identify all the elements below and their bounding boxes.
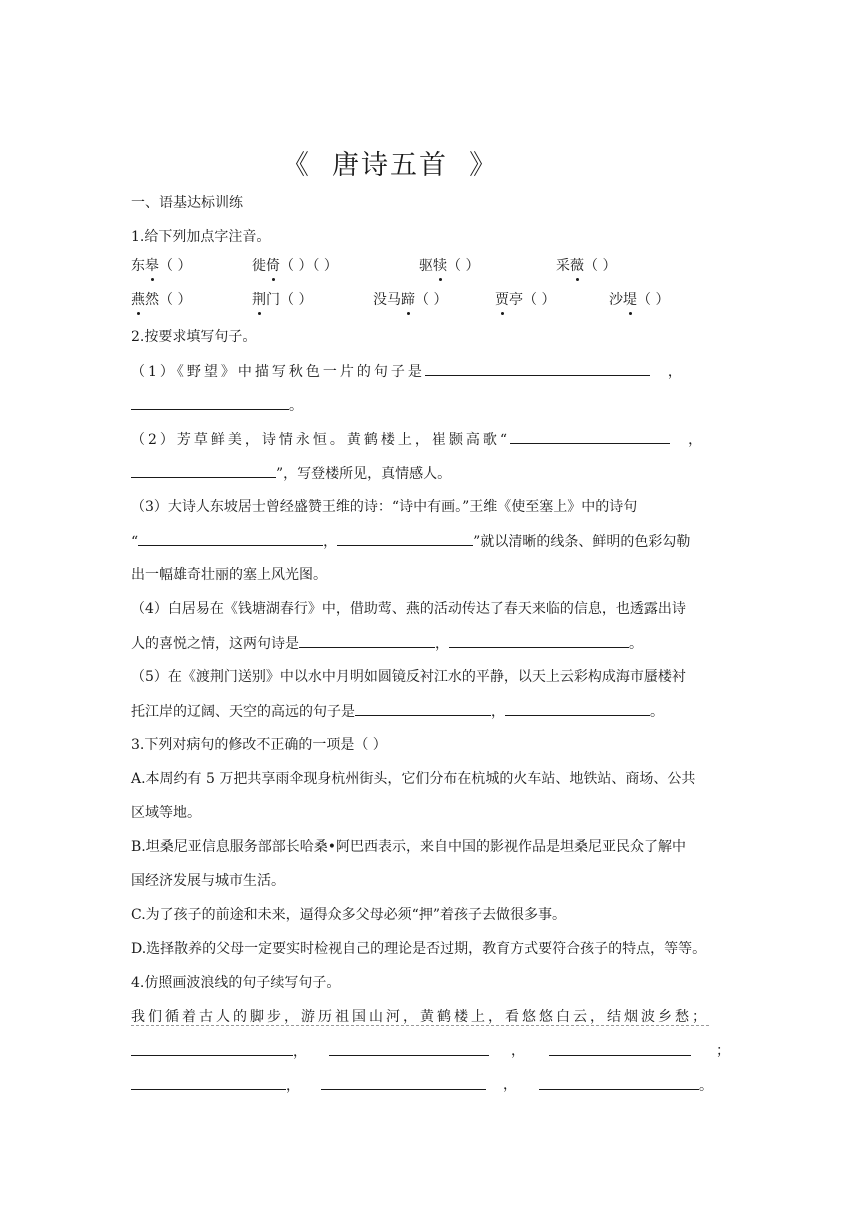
q2-sentence-4: （4）白居易在《钱塘湖春行》中，借助莺、燕的活动传达了春天来临的信息，也透露出诗 [131,601,686,617]
answer-blank[interactable] [299,633,435,648]
q1-row-1 [131,256,771,278]
q2-sentence-3-end: 出一幅雄奇壮丽的塞上风光图。 [131,567,327,583]
q2-prompt: 2.按要求填写句子。 [131,329,257,345]
q2-sentence-3: （3）大诗人东坡居士曾经盛赞王维的诗：“诗中有画。”王维《使至塞上》中的诗句 [131,499,638,515]
answer-blank[interactable] [138,531,323,546]
section-heading: 一、语基达标训练 [131,195,243,211]
q2-sentence-1: （1）《野望》中描写秋色一片的句子是 ， [131,361,721,382]
answer-blank[interactable] [321,1075,486,1090]
q2-sentence-4-cont: 人的喜悦之情，这两句诗是 ， 。 [131,633,731,654]
answer-blank[interactable] [337,531,473,546]
answer-blank[interactable] [355,701,491,716]
q4-blank-row-2: ， ， 。 [131,1075,731,1097]
q2-sentence-3-cont: “ ， ”就以清晰的线条、鲜明的色彩勾勒 [131,531,731,552]
q1-prompt: 1.给下列加点字注音。 [131,229,271,245]
answer-blank[interactable] [539,1075,699,1090]
q3-option-b: B.坦桑尼亚信息服务部部长哈桑•阿巴西表示，来自中国的影视作品是坦桑尼亚民众了解中 [131,839,686,855]
q3-option-a-cont: 区域等地。 [131,805,201,821]
q1-item: 沙堤（ ） [609,292,670,308]
q4-blank-row-1: ， ， ； [131,1041,731,1063]
q2-sentence-1-cont: 。 [131,395,731,416]
page-title: 《 唐诗五首 》 [281,150,499,181]
q1-item: 贾亭（ ） [495,292,556,308]
q1-item: 燕然（ ） [131,292,192,308]
q1-item: 东皋（ ） [131,258,192,274]
answer-blank[interactable] [131,1075,286,1090]
q1-item: 荆门（ ） [252,292,313,308]
answer-blank[interactable] [131,395,289,410]
answer-blank[interactable] [549,1041,691,1056]
q1-item: 驱犊（ ） [419,258,480,274]
answer-blank[interactable] [510,429,670,444]
q1-row-2 [131,290,771,312]
q2-sentence-5: （5）在《渡荆门送别》中以水中月明如圆镜反衬江水的平静，以天上云彩构成海市蜃楼衬 [131,669,686,685]
q1-item: 徙倚（ ）（ ） [252,258,338,274]
answer-blank[interactable] [329,1041,489,1056]
q2-sentence-2: （2）芳草鲜美，诗情永恒。黄鹤楼上，崔颢高歌“ ， [131,429,731,450]
q1-item: 采薇（ ） [556,258,617,274]
q3-option-d: D.选择散养的父母一定要实时检视自己的理论是否过期，教育方式要符合孩子的特点，等等。 [131,941,707,957]
q4-example: 我们循着古人的脚步，游历祖国山河，黄鹤楼上，看悠悠白云，结烟波乡愁； [131,1009,709,1025]
answer-blank[interactable] [505,701,650,716]
q3-option-a: A.本周约有 5 万把共享雨伞现身杭州街头，它们分布在杭城的火车站、地铁站、商场、公共 [131,771,696,787]
answer-blank[interactable] [449,633,629,648]
q1-item: 没马蹄（ ） [373,292,448,308]
answer-blank[interactable] [131,463,276,478]
q2-sentence-5-cont: 托江岸的辽阔、天空的高远的句子是 ， 。 [131,701,731,722]
answer-blank[interactable] [131,1041,293,1056]
answer-blank[interactable] [425,361,650,376]
q2-sentence-2-cont: ”，写登楼所见，真情感人。 [131,463,731,484]
q3-option-b-cont: 国经济发展与城市生活。 [131,873,285,889]
q3-prompt: 3.下列对病句的修改不正确的一项是（ ） [131,737,387,753]
q3-option-c: C.为了孩子的前途和未来，逼得众多父母必须“押”着孩子去做很多事。 [131,907,566,923]
q4-prompt: 4.仿照画波浪线的句子续写句子。 [131,975,341,991]
